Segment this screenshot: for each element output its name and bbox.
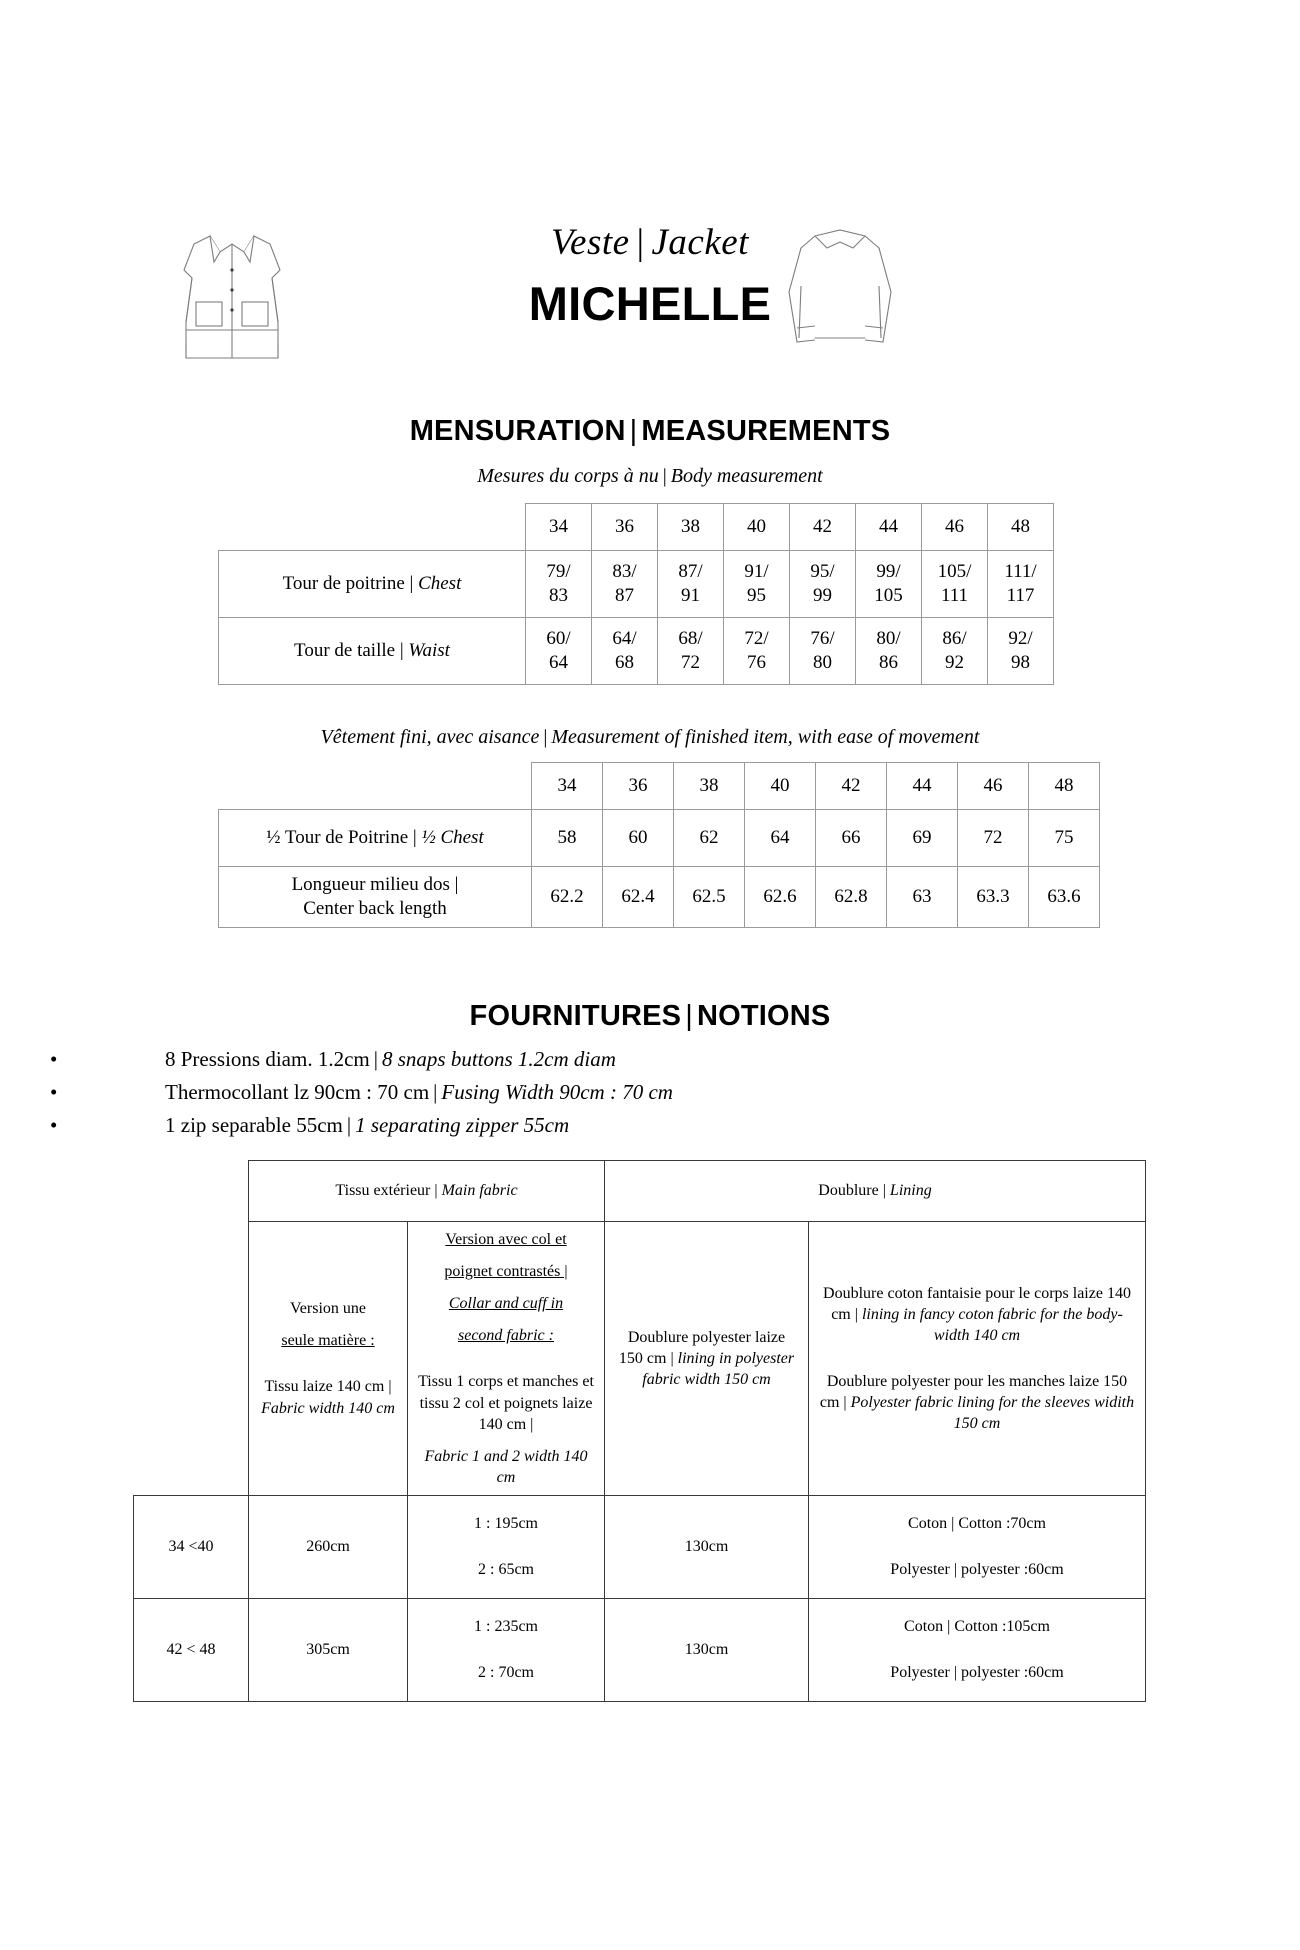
table-cell	[724, 618, 790, 685]
finished-measurement-table	[218, 762, 1100, 928]
value-bottom: 99	[813, 585, 832, 606]
fabric-table-row	[134, 1495, 1146, 1598]
single-fabric-line2: seule matière :	[281, 1332, 375, 1350]
cotton-lining-sleeves-en: Polyester fabric lining for the sleeves widith 150 cm	[850, 1394, 1135, 1433]
value-bottom: 95	[747, 585, 766, 606]
cotton-amount-separator: |	[951, 1515, 955, 1533]
row-label-center-back-length	[219, 867, 532, 928]
cotton-lining-body-separator: |	[854, 1305, 858, 1323]
main-fabric-label-en: Main fabric	[441, 1182, 518, 1200]
cotton-amount-cell	[809, 1598, 1146, 1701]
cotton-amount-en: Cotton :105cm	[954, 1618, 1050, 1636]
size-header-cell: 46	[922, 504, 988, 551]
table-cell: 63	[887, 867, 958, 928]
value-bottom: 91	[681, 585, 700, 606]
polyester-lining-fr: Doublure polyester laize 150 cm	[618, 1328, 786, 1367]
notion-text-en: 8 snaps buttons 1.2cm diam	[381, 1047, 616, 1071]
lining-separator: |	[882, 1182, 886, 1200]
notion-text-fr: Thermocollant lz 90cm : 70 cm	[165, 1080, 430, 1104]
table-cell: 62.2	[532, 867, 603, 928]
notions-heading-separator: |	[685, 1000, 693, 1032]
value-bottom: 92	[945, 652, 964, 673]
mensuration-subtitle-en: Body measurement	[670, 465, 823, 487]
polyester-amount-separator: |	[953, 1664, 958, 1682]
two-fabric-line4	[417, 1325, 595, 1346]
cotton-amount-cell	[809, 1495, 1146, 1598]
two-fabric-amount-1: 1 : 235cm	[474, 1618, 538, 1636]
fabric-group-header-row	[134, 1161, 1146, 1222]
size-header-cell: 36	[592, 504, 658, 551]
table-cell	[988, 551, 1054, 618]
two-fabric-amount-cell	[408, 1598, 605, 1701]
body-measurement-table	[218, 503, 1054, 685]
table-cell: 69	[887, 810, 958, 867]
main-fabric-separator: |	[434, 1182, 438, 1200]
table-cell: 62	[674, 810, 745, 867]
value-bottom: 105	[874, 585, 903, 606]
table-cell: 58	[532, 810, 603, 867]
size-header-cell: 46	[958, 763, 1029, 810]
main-fabric-group-header	[249, 1161, 605, 1222]
list-item	[40, 1109, 940, 1142]
table-cell: 60	[603, 810, 674, 867]
table-header-row	[219, 504, 1054, 551]
size-header-cell: 42	[790, 504, 856, 551]
cotton-lining-sleeves-separator: |	[843, 1394, 847, 1412]
table-cell	[658, 551, 724, 618]
value-bottom: 86	[879, 652, 898, 673]
value-top: 92/	[1008, 627, 1033, 649]
empty-corner-cell	[134, 1161, 249, 1222]
cotton-amount-separator: |	[947, 1618, 951, 1636]
empty-corner-cell	[219, 504, 526, 551]
row-label-en: ½ Chest	[421, 827, 484, 849]
size-range-cell: 42 < 48	[134, 1598, 249, 1701]
empty-corner-cell	[219, 763, 532, 810]
notions-list	[40, 1043, 940, 1142]
polyester-lining-text	[614, 1327, 799, 1390]
finished-garment-subtitle	[0, 726, 1300, 749]
row-label-fr: ½ Tour de Poitrine	[266, 827, 409, 849]
polyester-amount-fr: Polyester	[890, 1664, 950, 1682]
cotton-lining-body-text	[818, 1283, 1136, 1346]
mensuration-heading	[0, 415, 1300, 448]
table-cell: 62.6	[745, 867, 816, 928]
table-row	[219, 551, 1054, 618]
single-fabric-line1: Version une	[290, 1300, 366, 1318]
table-cell: 62.4	[603, 867, 674, 928]
fabric-table-row	[134, 1598, 1146, 1701]
size-header-cell: 40	[745, 763, 816, 810]
row-label-fr: Tour de taille	[294, 640, 396, 662]
notion-separator: |	[373, 1047, 378, 1071]
mensuration-heading-en: MEASUREMENTS	[641, 415, 891, 447]
polyester-lining-separator: |	[670, 1349, 674, 1367]
title-garment-type-en: Jacket	[651, 222, 749, 263]
value-top: 86/	[942, 627, 967, 649]
two-fabric-line2: poignet contrastés |	[444, 1263, 568, 1281]
fabric-spec-row	[134, 1222, 1146, 1496]
notion-text-en: Fusing Width 90cm : 70 cm	[441, 1080, 673, 1104]
table-cell: 64	[745, 810, 816, 867]
value-bottom: 68	[615, 652, 634, 673]
table-cell	[526, 551, 592, 618]
value-bottom: 76	[747, 652, 766, 673]
two-fabric-line1: Version avec col et	[445, 1231, 567, 1248]
list-item	[40, 1043, 940, 1076]
value-top: 60/	[546, 627, 571, 649]
table-cell: 72	[958, 810, 1029, 867]
two-fabric-line4-text: second fabric :	[458, 1327, 554, 1345]
size-header-cell: 34	[532, 763, 603, 810]
main-fabric-label-fr: Tissu extérieur	[335, 1182, 431, 1200]
notions-heading-fr: FOURNITURES	[469, 1000, 682, 1032]
cotton-amount-line	[818, 1616, 1136, 1637]
two-fabric-amount-1: 1 : 195cm	[474, 1515, 538, 1533]
notion-separator: |	[433, 1080, 438, 1104]
fabric-requirements-table	[133, 1160, 1146, 1702]
table-cell: 66	[816, 810, 887, 867]
row-label-en: Center back length	[303, 897, 447, 919]
cotton-amount-en: Cotton :70cm	[958, 1515, 1046, 1533]
value-top: 91/	[744, 560, 769, 582]
table-row	[219, 618, 1054, 685]
mensuration-subtitle-fr: Mesures du corps à nu	[477, 465, 659, 487]
table-cell	[922, 551, 988, 618]
polyester-amount-line	[818, 1559, 1136, 1580]
single-fabric-width-fr: Tissu laize 140 cm	[264, 1378, 385, 1396]
size-header-cell: 42	[816, 763, 887, 810]
two-fabric-width-en	[417, 1446, 595, 1488]
table-cell	[592, 618, 658, 685]
table-cell	[922, 618, 988, 685]
value-top: 79/	[546, 560, 571, 582]
cotton-lining-body-en: lining in fancy coton fabric for the body- width 140 cm	[861, 1305, 1123, 1344]
finished-subtitle-separator: |	[543, 726, 548, 748]
value-top: 105/	[937, 560, 972, 582]
value-top: 72/	[744, 627, 769, 649]
row-label-separator: |	[409, 573, 414, 595]
single-fabric-spec-cell	[249, 1222, 408, 1496]
size-header-cell: 44	[887, 763, 958, 810]
table-cell: 63.6	[1029, 867, 1100, 928]
notions-heading	[0, 1000, 1300, 1033]
table-cell	[790, 551, 856, 618]
size-header-cell: 34	[526, 504, 592, 551]
cotton-lining-spec-cell	[809, 1222, 1146, 1496]
cotton-lining-sleeves-fr: Doublure polyester pour les manches laize 150 cm	[819, 1372, 1128, 1412]
value-top: 87/	[678, 560, 703, 582]
mensuration-subtitle-separator: |	[662, 465, 667, 487]
polyester-amount-separator: |	[953, 1561, 958, 1579]
table-cell	[856, 618, 922, 685]
polyester-amount-en: polyester :60cm	[961, 1561, 1064, 1579]
lining-group-header	[605, 1161, 1146, 1222]
two-fabric-amount-2: 2 : 70cm	[478, 1664, 534, 1682]
value-top: 111/	[1004, 560, 1037, 582]
finished-subtitle-fr: Vêtement fini, avec aisance	[320, 726, 540, 748]
row-label-separator: |	[399, 640, 404, 662]
polyester-amount-line	[818, 1662, 1136, 1683]
two-fabric-spec-cell	[408, 1222, 605, 1496]
cotton-amount-line	[818, 1513, 1136, 1534]
bullet-icon: •	[50, 1080, 58, 1104]
size-header-cell: 48	[988, 504, 1054, 551]
single-fabric-width	[258, 1376, 398, 1418]
value-bottom: 87	[615, 585, 634, 606]
table-row	[219, 867, 1100, 928]
pattern-name: MICHELLE	[528, 276, 772, 330]
size-header-cell: 44	[856, 504, 922, 551]
value-bottom: 64	[549, 652, 568, 673]
size-header-cell: 36	[603, 763, 674, 810]
table-cell: 62.5	[674, 867, 745, 928]
polyester-amount-fr: Polyester	[890, 1561, 950, 1579]
notion-text-fr: 8 Pressions diam. 1.2cm	[165, 1047, 370, 1071]
polyester-amount-cell: 130cm	[605, 1495, 809, 1598]
value-bottom: 117	[1006, 585, 1035, 606]
two-fabric-amount-cell	[408, 1495, 605, 1598]
lining-label-fr: Doublure	[818, 1182, 879, 1200]
two-fabric-amount-2: 2 : 65cm	[478, 1561, 534, 1579]
row-label-fr: Tour de poitrine	[282, 573, 405, 595]
row-label-waist	[219, 618, 526, 685]
value-top: 68/	[678, 627, 703, 649]
single-fabric-width-en: Fabric width 140 cm	[261, 1399, 395, 1417]
bullet-icon: •	[50, 1047, 58, 1071]
value-bottom: 80	[813, 652, 832, 673]
value-top: 83/	[612, 560, 637, 582]
value-top: 80/	[876, 627, 901, 649]
notions-heading-en: NOTIONS	[696, 1000, 831, 1032]
two-fabric-width-en-text: Fabric 1 and 2 width 140 cm	[424, 1447, 588, 1486]
cotton-lining-body-fr: Doublure coton fantaisie pour le corps laize 140 cm	[823, 1284, 1131, 1323]
polyester-lining-spec-cell	[605, 1222, 809, 1496]
table-row	[219, 810, 1100, 867]
single-fabric-amount-cell: 305cm	[249, 1598, 408, 1701]
value-top: 64/	[612, 627, 637, 649]
single-fabric-width-separator: |	[388, 1378, 392, 1396]
notion-text-en: 1 separating zipper 55cm	[355, 1113, 570, 1137]
table-cell	[988, 618, 1054, 685]
finished-subtitle-en: Measurement of finished item, with ease of movement	[551, 726, 980, 748]
table-cell	[790, 618, 856, 685]
value-bottom: 83	[549, 585, 568, 606]
size-header-cell: 38	[658, 504, 724, 551]
table-cell	[658, 618, 724, 685]
row-label-chest	[219, 551, 526, 618]
size-range-cell: 34 <40	[134, 1495, 249, 1598]
list-item	[40, 1076, 940, 1109]
table-cell: 75	[1029, 810, 1100, 867]
polyester-amount-cell: 130cm	[605, 1598, 809, 1701]
polyester-amount-en: polyester :60cm	[961, 1664, 1064, 1682]
polyester-lining-en: lining in polyester fabric width 150 cm	[642, 1349, 795, 1389]
lining-label-en: Lining	[889, 1182, 932, 1200]
bullet-icon: •	[50, 1113, 58, 1137]
table-cell	[526, 618, 592, 685]
value-bottom: 111	[940, 585, 969, 606]
two-fabric-width-fr: Tissu 1 corps et manches et tissu 2 col et poignets laize 140 cm |	[418, 1373, 594, 1433]
table-cell	[724, 551, 790, 618]
row-label-en: Chest	[418, 573, 462, 595]
title-separator: |	[636, 222, 645, 263]
two-fabric-line3-text: Collar and cuff in	[448, 1295, 564, 1313]
table-cell: 63.3	[958, 867, 1029, 928]
notion-text-fr: 1 zip separable 55cm	[165, 1113, 343, 1137]
value-top: 99/	[876, 560, 901, 582]
value-top: 95/	[810, 560, 835, 582]
value-top: 76/	[810, 627, 835, 649]
value-bottom: 98	[1011, 652, 1030, 673]
size-header-cell: 40	[724, 504, 790, 551]
table-cell: 62.8	[816, 867, 887, 928]
size-header-cell: 48	[1029, 763, 1100, 810]
empty-size-cell	[134, 1222, 249, 1496]
single-fabric-amount-cell: 260cm	[249, 1495, 408, 1598]
cotton-amount-fr: Coton	[908, 1515, 948, 1533]
table-header-row	[219, 763, 1100, 810]
table-cell	[592, 551, 658, 618]
cotton-lining-sleeves-text	[818, 1371, 1136, 1434]
notion-separator: |	[346, 1113, 352, 1137]
row-label-half-chest	[219, 810, 532, 867]
mensuration-subtitle	[0, 465, 1300, 488]
mensuration-heading-fr: MENSURATION	[409, 415, 626, 447]
table-cell	[856, 551, 922, 618]
value-bottom: 72	[681, 652, 700, 673]
two-fabric-line3	[417, 1293, 595, 1314]
page-title-block	[0, 222, 1300, 332]
row-label-en: Waist	[408, 640, 450, 662]
row-label-separator: |	[412, 827, 417, 849]
row-label-fr: Longueur milieu dos |	[291, 874, 459, 895]
title-garment-type	[0, 222, 1300, 265]
mensuration-heading-separator: |	[629, 415, 638, 447]
cotton-amount-fr: Coton	[904, 1618, 944, 1636]
title-garment-type-fr: Veste	[551, 222, 630, 263]
size-header-cell: 38	[674, 763, 745, 810]
